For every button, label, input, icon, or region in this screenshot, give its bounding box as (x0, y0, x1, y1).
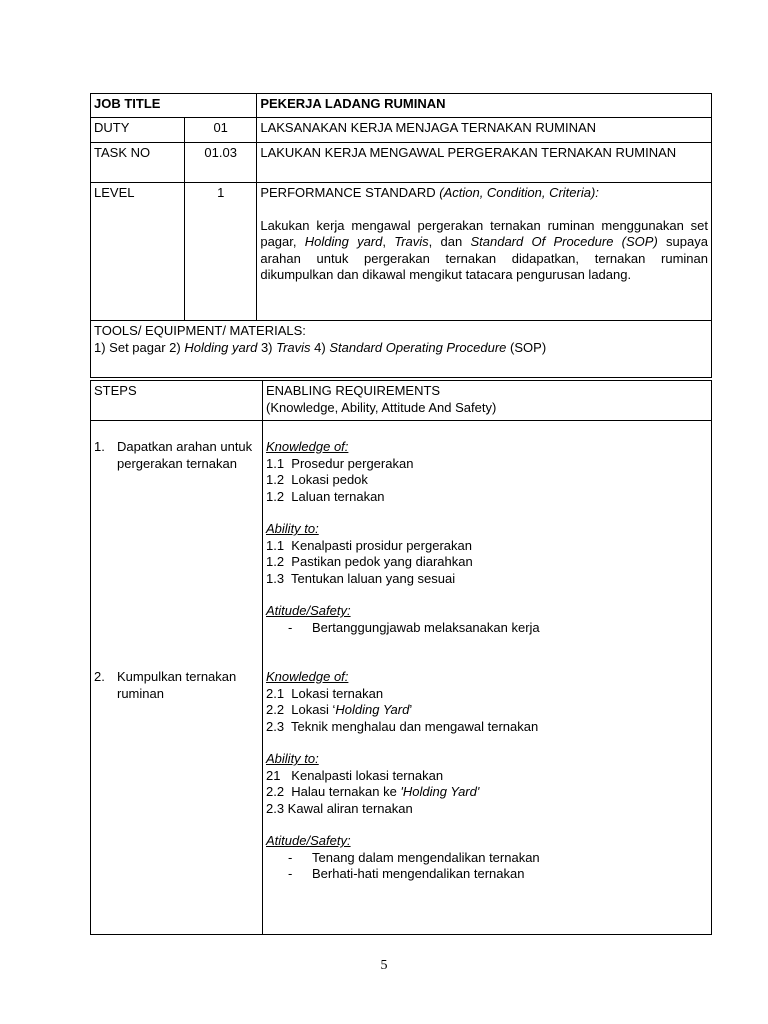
task-number: 01.03 (185, 143, 257, 183)
list-item: 1.2 Laluan ternakan (266, 488, 385, 504)
list-item: 1.3 Tentukan laluan yang sesuai (266, 570, 456, 586)
steps-column (91, 421, 263, 935)
enabling-requirements-column (263, 421, 712, 935)
list-item: 2.1 Lokasi ternakan (266, 685, 384, 701)
knowledge-label-2: Knowledge of: (266, 669, 349, 684)
steps-header: STEPS (91, 381, 263, 421)
list-item: 1.2 Pastikan pedok yang diarahkan (266, 554, 473, 569)
ability-label-1: Ability to: (266, 521, 319, 536)
job-header-table (90, 93, 712, 378)
list-item: 2.2 Lokasi ‘Holding Yard’ (266, 702, 413, 717)
list-item: 2.3 Teknik menghalau dan mengawal ternakan (266, 718, 539, 734)
step-1: 1. Dapatkan arahan untuk pergerakan ternakan (94, 439, 253, 471)
list-item: 1.1 Kenalpasti prosidur pergerakan (266, 537, 472, 553)
page-number: 5 (380, 958, 388, 973)
enabling-requirements-header: ENABLING REQUIREMENTS (Knowledge, Ability, Attitude And Safety) (263, 381, 712, 421)
knowledge-label-1: Knowledge of: (266, 439, 349, 454)
attitude-label-2: Atitude/Safety: (266, 833, 351, 848)
duty-label: DUTY (91, 118, 185, 143)
steps-table (90, 380, 712, 935)
job-title-label: JOB TITLE (91, 94, 257, 118)
tools-equipment-materials (91, 321, 712, 378)
list-item: - Bertanggungjawab melaksanakan kerja (288, 619, 540, 635)
level-label: LEVEL (91, 183, 185, 321)
list-item: 2.2 Halau ternakan ke 'Holding Yard' (266, 784, 480, 799)
list-item: 21 Kenalpasti lokasi ternakan (266, 767, 444, 783)
performance-standard-text: Lakukan kerja mengawal pergerakan ternakan ruminan menggunakan set pagar, Holding yard, Travis, dan Standard Of Procedure (SOP) supaya arahan untuk pergerakan ternakan didapatkan, ternakan ruminan dikumpulkan dan dikawal mengikut tatacara pengurusan ladang. (260, 217, 708, 282)
attitude-label-1: Atitude/Safety: (266, 603, 351, 618)
list-item: 2.3 Kawal aliran ternakan (266, 800, 413, 816)
task-value: LAKUKAN KERJA MENGAWAL PERGERAKAN TERNAKAN RUMINAN (257, 143, 712, 183)
list-item: - Tenang dalam mengendalikan ternakan (288, 849, 540, 865)
duty-value: LAKSANAKAN KERJA MENJAGA TERNAKAN RUMINAN (257, 118, 712, 143)
list-item: 1.2 Lokasi pedok (266, 472, 368, 487)
list-item: - Berhati-hati mengendalikan ternakan (288, 866, 525, 881)
duty-number: 01 (185, 118, 257, 143)
task-label: TASK NO (91, 143, 185, 183)
list-item: 1.1 Prosedur pergerakan (266, 455, 414, 471)
performance-standard-heading: PERFORMANCE STANDARD (Action, Condition, Criteria): (260, 185, 599, 200)
ability-label-2: Ability to: (266, 751, 319, 766)
job-title-value: PEKERJA LADANG RUMINAN (257, 94, 712, 118)
tools-list: 1) Set pagar 2) Holding yard 3) Travis 4) Standard Operating Procedure (SOP) (94, 339, 547, 355)
step-2: 2. Kumpulkan ternakan ruminan (94, 669, 237, 701)
level-number: 1 (185, 183, 257, 321)
tools-label: TOOLS/ EQUIPMENT/ MATERIALS: (94, 323, 306, 338)
performance-standard (257, 183, 712, 321)
